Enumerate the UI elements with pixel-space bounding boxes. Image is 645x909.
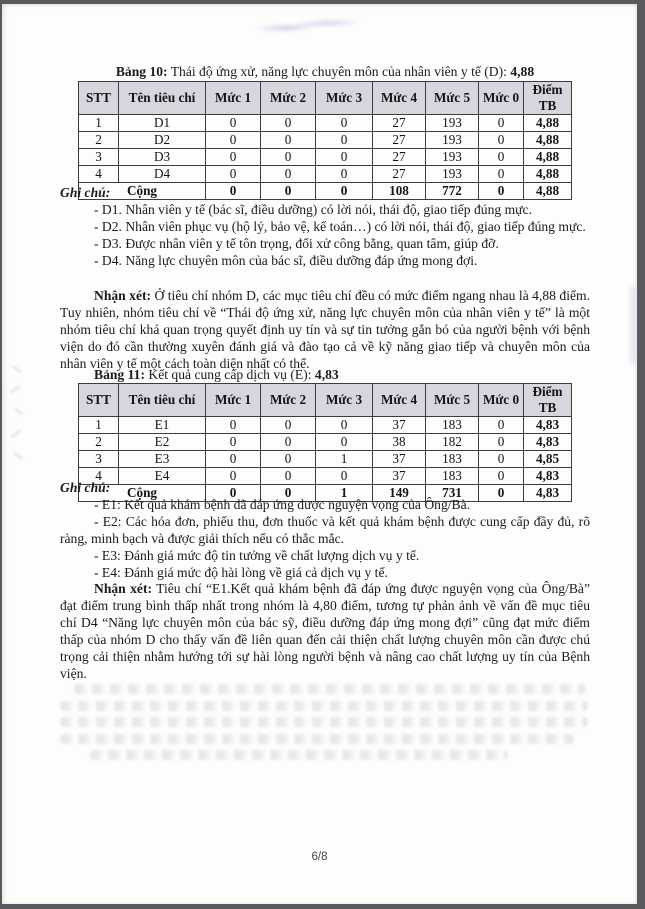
table-cell: 0 [261, 451, 316, 468]
table-cell: E3 [119, 451, 206, 468]
remark-table10 [60, 287, 590, 372]
remark-text: Tiêu chí “E1.Kết quả khám bệnh đã đáp ứng được nguyện vọng của Ông/Bà” đạt điểm trung bình thấp nhất trong nhóm là 4,80 điểm, tương tự phản ảnh về vấn đề mục tiêu chí D4 “Năng lực chuyên môn của bác sỹ, điều dưỡng đáp ứng mong đợi” cũng đạt mức điểm thấp của nhóm D cho thấy vấn đề liên quan đến cải thiện chất lượng chuyên môn cần được chú trọng cải thiện nhằm hướng tới sự hài lòng người bệnh và nâng cao chất lượng uy tín của Bệnh viện. [60, 581, 590, 681]
table-cell: 4,88 [524, 132, 572, 149]
table-header-row [79, 82, 572, 115]
table-header-cell: Mức 3 [316, 82, 373, 115]
table-cell: 0 [206, 115, 261, 132]
table-cell: 4 [79, 468, 119, 485]
table-header-cell: Mức 4 [373, 82, 426, 115]
table11-caption [60, 366, 590, 383]
table-cell: 108 [373, 183, 426, 200]
note-item: - E4: Đánh giá mức độ hài lòng về giá cả dịch vụ y tế. [94, 565, 388, 580]
notes-table10 [60, 184, 590, 269]
table-cell: 0 [479, 132, 524, 149]
remark-label: Nhận xét: [94, 581, 153, 596]
table-header-cell: Điểm TB [524, 82, 572, 115]
page-number: 6/8 [311, 851, 328, 863]
table-cell: E1 [119, 417, 206, 434]
table-cell: 0 [206, 183, 261, 200]
table-row [79, 417, 572, 434]
table-row [79, 451, 572, 468]
table-header-cell: Mức 2 [261, 82, 316, 115]
table-cell: 193 [426, 115, 479, 132]
table-cell: 4,88 [524, 149, 572, 166]
table-cell: 3 [79, 149, 119, 166]
table-cell: 182 [426, 434, 479, 451]
table10-caption-score: 4,88 [510, 64, 535, 79]
table-cell: 0 [261, 468, 316, 485]
text-bleedthrough [60, 684, 592, 767]
remark-label: Nhận xét: [94, 288, 152, 303]
table-cell: 0 [261, 115, 316, 132]
table-header-cell: Mức 5 [426, 82, 479, 115]
margin-marks [6, 366, 28, 476]
table-cell: 0 [479, 149, 524, 166]
table-total-label: Cộng [79, 485, 206, 502]
table-cell: D4 [119, 166, 206, 183]
table-cell: 0 [479, 417, 524, 434]
notes-label: Ghi chú: [60, 185, 111, 200]
table-cell: 0 [261, 434, 316, 451]
table-row [79, 149, 572, 166]
table-cell: 0 [206, 417, 261, 434]
table-cell: 4,85 [524, 451, 572, 468]
note-item: - D1. Nhân viên y tế (bác sĩ, điều dưỡng) có lời nói, thái độ, giao tiếp đúng mực. [94, 202, 532, 217]
table11-caption-label: Bảng 11: [94, 367, 145, 382]
table-cell: 183 [426, 468, 479, 485]
table-cell: 0 [261, 132, 316, 149]
table-cell: 1 [316, 485, 373, 502]
note-item: - D3. Được nhân viên y tế tôn trọng, đối xử công bằng, quan tâm, giúp đỡ. [94, 236, 499, 251]
table-cell: 0 [261, 149, 316, 166]
remark-text: Ở tiêu chí nhóm D, các mục tiêu chí đều có mức điểm ngang nhau là 4,88 điểm. Tuy nhiên, nhóm tiêu chí về “Thái độ ứng xử, năng lực chuyên môn của nhân viên y tế” là một nhóm tiêu chí khá quan trọng quyết định uy tín và sự tin tưởng gắn bó của người bệnh với bệnh viện do đó cần thường xuyên đánh giá và đào tạo cả về kỹ năng giao tiếp và chuyên môn của nhân viên y tế một cách toàn diện nhất có thể. [60, 288, 590, 371]
table-cell: 0 [479, 166, 524, 183]
table-cell: 0 [261, 417, 316, 434]
note-item: - D4. Năng lực chuyên môn của bác sĩ, điều dưỡng đáp ứng mong đợi. [94, 253, 478, 268]
table-cell: 0 [316, 149, 373, 166]
note-item: - E2: Các hóa đơn, phiếu thu, đơn thuốc và kết quả khám bệnh được cung cấp đầy đủ, rõ ràng, minh bạch và được giải thích nếu có thắc mắc. [60, 514, 590, 546]
table-cell: 183 [426, 451, 479, 468]
table-header-cell: Mức 0 [479, 82, 524, 115]
table-row [79, 434, 572, 451]
remark-paragraph [60, 580, 590, 682]
table-cell: 4,83 [524, 434, 572, 451]
table-header-cell: STT [79, 384, 119, 417]
table-cell: 183 [426, 417, 479, 434]
table-cell: 0 [206, 468, 261, 485]
table-cell: 2 [79, 132, 119, 149]
table-header-cell: Mức 4 [373, 384, 426, 417]
table10-caption-label: Bảng 10: [115, 64, 168, 79]
table-header-cell: Mức 1 [206, 384, 261, 417]
table-header-cell: STT [79, 82, 119, 115]
table-cell: 0 [316, 468, 373, 485]
table-total-label: Cộng [79, 183, 206, 200]
table-cell: 0 [316, 115, 373, 132]
table-cell: 27 [373, 132, 426, 149]
table-row [79, 132, 572, 149]
table10-caption-text: Thái độ ứng xử, năng lực chuyên môn của nhân viên y tế (D): [170, 64, 507, 79]
table-cell: 4,83 [524, 468, 572, 485]
note-item: - E3: Đánh giá mức độ tin tưởng về chất lượng dịch vụ y tế. [94, 548, 420, 563]
table-cell: 0 [479, 485, 524, 502]
table11-caption-text: Kết quả cung cấp dịch vụ (E): [148, 367, 312, 382]
table-cell: D1 [119, 115, 206, 132]
table-cell: 4,83 [524, 417, 572, 434]
table10-caption [60, 63, 590, 80]
table-cell: 27 [373, 115, 426, 132]
table-header-cell: Điểm TB [524, 384, 572, 417]
table-header-cell: Tên tiêu chí [119, 384, 206, 417]
scanned-page [2, 4, 637, 904]
table-cell: 4 [79, 166, 119, 183]
table-cell: 2 [79, 434, 119, 451]
table-cell: 193 [426, 166, 479, 183]
table11-caption-score: 4,83 [314, 367, 339, 382]
table-cell: 0 [261, 485, 316, 502]
remark-paragraph [60, 287, 590, 372]
table-cell: 193 [426, 132, 479, 149]
table-header-cell: Mức 3 [316, 384, 373, 417]
note-item: - D2. Nhân viên phục vụ (hộ lý, bảo vệ, kế toán…) có lời nói, thái độ, giao tiếp đúng mực. [94, 219, 586, 234]
table-cell: 4,88 [524, 183, 572, 200]
table-header-cell: Mức 5 [426, 384, 479, 417]
table-cell: 0 [206, 149, 261, 166]
table-row [79, 166, 572, 183]
table-cell: 0 [206, 434, 261, 451]
table-cell: 0 [316, 417, 373, 434]
table-cell: E2 [119, 434, 206, 451]
table-10 [78, 81, 572, 200]
table-cell: 38 [373, 434, 426, 451]
table-cell: 0 [206, 451, 261, 468]
table-cell: 0 [206, 166, 261, 183]
table-cell: 0 [479, 183, 524, 200]
table-cell: 0 [261, 166, 316, 183]
table-cell: 0 [479, 451, 524, 468]
table-cell: 193 [426, 149, 479, 166]
table-cell: 0 [206, 132, 261, 149]
table-cell: 0 [479, 434, 524, 451]
table-cell: 772 [426, 183, 479, 200]
table-header-cell: Mức 2 [261, 384, 316, 417]
table-cell: 0 [316, 183, 373, 200]
table-cell: 1 [316, 451, 373, 468]
notes-table11 [60, 479, 590, 581]
table-cell: 3 [79, 451, 119, 468]
table-cell: 4,88 [524, 166, 572, 183]
table-header-cell: Tên tiêu chí [119, 82, 206, 115]
table-header-cell: Mức 0 [479, 384, 524, 417]
table-cell: 0 [316, 166, 373, 183]
table-cell: 4,83 [524, 485, 572, 502]
table-cell: 27 [373, 149, 426, 166]
table-cell: 37 [373, 451, 426, 468]
table-cell: 0 [316, 132, 373, 149]
table-cell: 4,88 [524, 115, 572, 132]
table-cell: 0 [479, 468, 524, 485]
table-cell: 37 [373, 468, 426, 485]
table-cell: 731 [426, 485, 479, 502]
table-cell: 149 [373, 485, 426, 502]
table-cell: 0 [316, 434, 373, 451]
ink-bleedthrough-smudge [630, 286, 636, 364]
ink-bleedthrough-smudge [255, 13, 360, 39]
note-item: - E1: Kết quả khám bệnh đã đáp ứng được nguyện vọng của Ông/Bà. [94, 497, 471, 512]
table-header-row [79, 384, 572, 417]
table-cell: 37 [373, 417, 426, 434]
table-cell: 0 [479, 115, 524, 132]
table-cell: 1 [79, 417, 119, 434]
table-header-cell: Mức 1 [206, 82, 261, 115]
table-cell: D3 [119, 149, 206, 166]
table-cell: 1 [79, 115, 119, 132]
remark-table11 [60, 580, 590, 682]
table-cell: 0 [206, 485, 261, 502]
notes-label: Ghi chú: [60, 480, 111, 495]
table-cell: D2 [119, 132, 206, 149]
table-cell: 27 [373, 166, 426, 183]
table-cell: 0 [261, 183, 316, 200]
table-row [79, 115, 572, 132]
table-cell: E4 [119, 468, 206, 485]
